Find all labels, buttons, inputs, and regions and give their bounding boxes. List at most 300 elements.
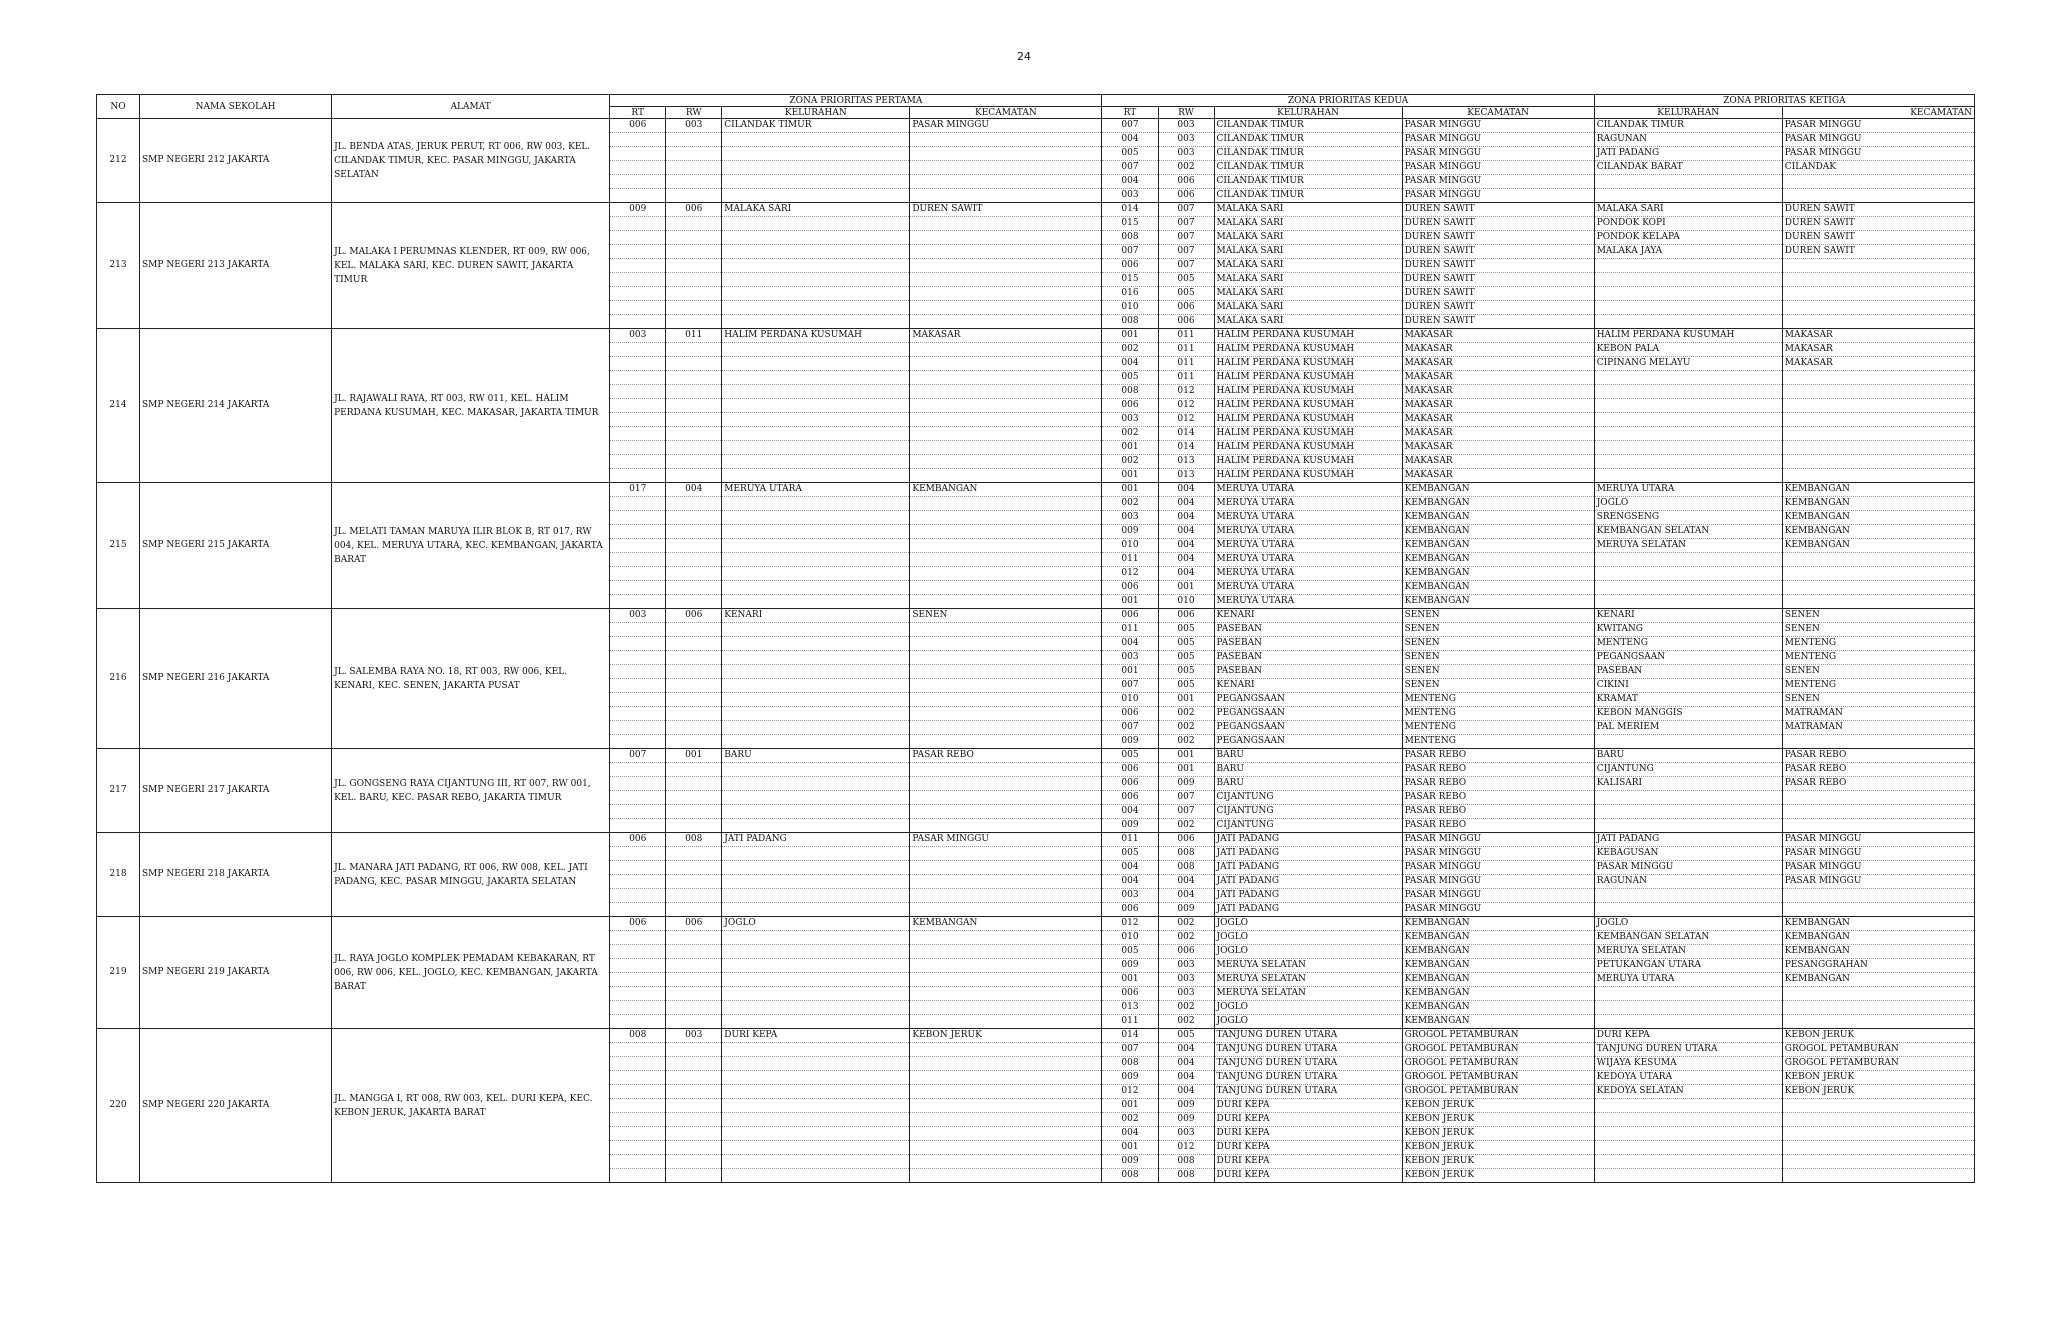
cell-kelurahan-1: MALAKA SARI — [722, 203, 910, 217]
cell-rt-2: 008 — [1102, 385, 1158, 399]
cell-kecamatan-3: PASAR REBO — [1782, 749, 1974, 763]
cell-kecamatan-3 — [1782, 805, 1974, 819]
cell-kelurahan-1 — [722, 987, 910, 1001]
cell-rt-1 — [610, 217, 666, 231]
cell-kelurahan-1 — [722, 777, 910, 791]
cell-kecamatan-3: DUREN SAWIT — [1782, 217, 1974, 231]
cell-kelurahan-2: HALIM PERDANA KUSUMAH — [1214, 469, 1402, 483]
cell-kelurahan-2: MERUYA SELATAN — [1214, 973, 1402, 987]
cell-kecamatan-2: MAKASAR — [1402, 455, 1594, 469]
cell-kelurahan-1: HALIM PERDANA KUSUMAH — [722, 329, 910, 343]
cell-kelurahan-3 — [1594, 385, 1782, 399]
cell-rw-2: 004 — [1158, 553, 1214, 567]
cell-kecamatan-3 — [1782, 469, 1974, 483]
cell-kelurahan-3: DURI KEPA — [1594, 1029, 1782, 1043]
cell-kecamatan-3: PASAR REBO — [1782, 763, 1974, 777]
cell-kecamatan-2: KEMBANGAN — [1402, 595, 1594, 609]
cell-kelurahan-3: MERUYA UTARA — [1594, 973, 1782, 987]
cell-kelurahan-3 — [1594, 567, 1782, 581]
school-name: SMP NEGERI 218 JAKARTA — [140, 833, 332, 917]
cell-kelurahan-1 — [722, 1057, 910, 1071]
cell-rw-1 — [666, 511, 722, 525]
cell-rt-2: 004 — [1102, 861, 1158, 875]
cell-kelurahan-3: JATI PADANG — [1594, 147, 1782, 161]
cell-rt-1: 003 — [610, 329, 666, 343]
header-zona-ketiga: ZONA PRIORITAS KETIGA — [1594, 95, 1974, 107]
cell-kecamatan-1 — [910, 581, 1102, 595]
cell-kelurahan-1 — [722, 1085, 910, 1099]
cell-kelurahan-1 — [722, 861, 910, 875]
cell-kecamatan-3 — [1782, 371, 1974, 385]
cell-rt-2: 001 — [1102, 595, 1158, 609]
cell-rw-1 — [666, 455, 722, 469]
header-kecamatan-2: KECAMATAN — [1402, 107, 1594, 119]
cell-kecamatan-1 — [910, 889, 1102, 903]
school-group — [97, 833, 1975, 917]
cell-rt-1 — [610, 301, 666, 315]
cell-kelurahan-1: JOGLO — [722, 917, 910, 931]
cell-rt-2: 009 — [1102, 525, 1158, 539]
cell-rw-2: 007 — [1158, 203, 1214, 217]
cell-rt-2: 001 — [1102, 1141, 1158, 1155]
cell-kelurahan-2: MERUYA UTARA — [1214, 525, 1402, 539]
cell-rw-2: 003 — [1158, 133, 1214, 147]
cell-kecamatan-2: MAKASAR — [1402, 385, 1594, 399]
cell-rw-1: 006 — [666, 917, 722, 931]
cell-kecamatan-3: KEMBANGAN — [1782, 539, 1974, 553]
cell-kecamatan-3 — [1782, 1015, 1974, 1029]
cell-rt-1 — [610, 427, 666, 441]
cell-kecamatan-1 — [910, 791, 1102, 805]
cell-kecamatan-3: DUREN SAWIT — [1782, 231, 1974, 245]
cell-kecamatan-1 — [910, 371, 1102, 385]
cell-kecamatan-1 — [910, 861, 1102, 875]
cell-kelurahan-2: DURI KEPA — [1214, 1169, 1402, 1183]
cell-rt-2: 003 — [1102, 511, 1158, 525]
cell-kecamatan-3: KEMBANGAN — [1782, 511, 1974, 525]
cell-rw-1: 008 — [666, 833, 722, 847]
cell-kelurahan-2: PEGANGSAAN — [1214, 735, 1402, 749]
cell-kelurahan-3: JOGLO — [1594, 497, 1782, 511]
cell-rt-1 — [610, 455, 666, 469]
cell-kecamatan-3 — [1782, 553, 1974, 567]
cell-rt-1 — [610, 595, 666, 609]
cell-kecamatan-2: KEMBANGAN — [1402, 987, 1594, 1001]
table-row — [97, 1029, 1975, 1043]
cell-kelurahan-2: HALIM PERDANA KUSUMAH — [1214, 441, 1402, 455]
cell-kecamatan-3 — [1782, 1127, 1974, 1141]
cell-kelurahan-2: BARU — [1214, 749, 1402, 763]
cell-rw-1 — [666, 399, 722, 413]
cell-rw-2: 013 — [1158, 455, 1214, 469]
table-row — [97, 203, 1975, 217]
cell-rt-2: 006 — [1102, 987, 1158, 1001]
cell-rw-1 — [666, 301, 722, 315]
cell-rw-1 — [666, 343, 722, 357]
cell-rt-1 — [610, 1141, 666, 1155]
cell-rw-2: 009 — [1158, 903, 1214, 917]
cell-rt-2: 004 — [1102, 637, 1158, 651]
cell-kecamatan-1: PASAR MINGGU — [910, 833, 1102, 847]
cell-rw-2: 002 — [1158, 1015, 1214, 1029]
cell-rt-1 — [610, 553, 666, 567]
cell-kecamatan-2: KEMBANGAN — [1402, 525, 1594, 539]
cell-kecamatan-1 — [910, 693, 1102, 707]
cell-rw-2: 001 — [1158, 763, 1214, 777]
cell-kecamatan-1 — [910, 385, 1102, 399]
cell-rt-2: 015 — [1102, 217, 1158, 231]
cell-kecamatan-1: KEBON JERUK — [910, 1029, 1102, 1043]
cell-kecamatan-3: PASAR REBO — [1782, 777, 1974, 791]
cell-rt-1 — [610, 413, 666, 427]
cell-kelurahan-2: DURI KEPA — [1214, 1127, 1402, 1141]
cell-kelurahan-3: PASEBAN — [1594, 665, 1782, 679]
cell-rt-1 — [610, 805, 666, 819]
cell-rw-2: 006 — [1158, 301, 1214, 315]
cell-kelurahan-2: MERUYA UTARA — [1214, 595, 1402, 609]
cell-kelurahan-1 — [722, 805, 910, 819]
cell-rw-1 — [666, 189, 722, 203]
cell-kecamatan-3 — [1782, 273, 1974, 287]
cell-rt-1 — [610, 343, 666, 357]
header-zona-kedua: ZONA PRIORITAS KEDUA — [1102, 95, 1594, 107]
cell-rw-2: 005 — [1158, 287, 1214, 301]
cell-rw-1 — [666, 791, 722, 805]
cell-kelurahan-3 — [1594, 735, 1782, 749]
cell-rw-1 — [666, 805, 722, 819]
cell-rw-2: 004 — [1158, 567, 1214, 581]
cell-kelurahan-1 — [722, 287, 910, 301]
cell-kelurahan-3: KWITANG — [1594, 623, 1782, 637]
cell-kecamatan-3: KEMBANGAN — [1782, 497, 1974, 511]
cell-rt-1 — [610, 1001, 666, 1015]
cell-kelurahan-3: MERUYA UTARA — [1594, 483, 1782, 497]
cell-rw-2: 004 — [1158, 889, 1214, 903]
table-row — [97, 609, 1975, 623]
cell-rw-1 — [666, 553, 722, 567]
cell-kecamatan-3 — [1782, 399, 1974, 413]
cell-kecamatan-3: DUREN SAWIT — [1782, 203, 1974, 217]
school-name: SMP NEGERI 219 JAKARTA — [140, 917, 332, 1029]
cell-rt-1 — [610, 665, 666, 679]
cell-rw-1 — [666, 1099, 722, 1113]
cell-rw-2: 014 — [1158, 427, 1214, 441]
cell-rt-2: 006 — [1102, 609, 1158, 623]
cell-kecamatan-2: PASAR MINGGU — [1402, 161, 1594, 175]
cell-kelurahan-3: KEMBANGAN SELATAN — [1594, 931, 1782, 945]
cell-rw-2: 005 — [1158, 637, 1214, 651]
cell-rw-2: 008 — [1158, 847, 1214, 861]
cell-kelurahan-1 — [722, 721, 910, 735]
cell-rw-1 — [666, 945, 722, 959]
cell-kelurahan-3: PONDOK KOPI — [1594, 217, 1782, 231]
cell-kecamatan-1 — [910, 441, 1102, 455]
cell-rw-1: 003 — [666, 119, 722, 133]
cell-rw-2: 004 — [1158, 539, 1214, 553]
cell-kecamatan-1: DUREN SAWIT — [910, 203, 1102, 217]
school-address: JL. SALEMBA RAYA NO. 18, RT 003, RW 006, KEL. KENARI, KEC. SENEN, JAKARTA PUSAT — [332, 609, 610, 749]
cell-kelurahan-3 — [1594, 1127, 1782, 1141]
cell-rw-1 — [666, 231, 722, 245]
cell-rt-2: 001 — [1102, 469, 1158, 483]
cell-kecamatan-2: GROGOL PETAMBURAN — [1402, 1057, 1594, 1071]
cell-kecamatan-2: SENEN — [1402, 637, 1594, 651]
cell-kecamatan-2: KEBON JERUK — [1402, 1099, 1594, 1113]
cell-kelurahan-1 — [722, 539, 910, 553]
cell-rt-2: 007 — [1102, 245, 1158, 259]
cell-kelurahan-2: PEGANGSAAN — [1214, 721, 1402, 735]
cell-kelurahan-3: JOGLO — [1594, 917, 1782, 931]
school-name: SMP NEGERI 214 JAKARTA — [140, 329, 332, 483]
cell-kecamatan-2: KEMBANGAN — [1402, 553, 1594, 567]
cell-kelurahan-1 — [722, 847, 910, 861]
cell-kecamatan-2: MAKASAR — [1402, 329, 1594, 343]
cell-rw-2: 005 — [1158, 273, 1214, 287]
cell-kelurahan-2: MALAKA SARI — [1214, 301, 1402, 315]
cell-rt-1 — [610, 1099, 666, 1113]
cell-rw-2: 012 — [1158, 385, 1214, 399]
cell-kecamatan-2: MAKASAR — [1402, 357, 1594, 371]
cell-kecamatan-1: SENEN — [910, 609, 1102, 623]
cell-kecamatan-1 — [910, 287, 1102, 301]
cell-kecamatan-1 — [910, 721, 1102, 735]
cell-kecamatan-2: DUREN SAWIT — [1402, 203, 1594, 217]
cell-rw-2: 009 — [1158, 1099, 1214, 1113]
cell-kecamatan-3 — [1782, 903, 1974, 917]
cell-rw-2: 003 — [1158, 959, 1214, 973]
school-group — [97, 483, 1975, 609]
cell-kelurahan-2: MERUYA UTARA — [1214, 567, 1402, 581]
cell-kecamatan-3: PASAR MINGGU — [1782, 147, 1974, 161]
cell-kecamatan-1 — [910, 315, 1102, 329]
cell-kelurahan-2: HALIM PERDANA KUSUMAH — [1214, 357, 1402, 371]
cell-kecamatan-1 — [910, 1113, 1102, 1127]
cell-kelurahan-2: MERUYA UTARA — [1214, 539, 1402, 553]
cell-kelurahan-2: MALAKA SARI — [1214, 259, 1402, 273]
cell-rt-2: 010 — [1102, 931, 1158, 945]
cell-kecamatan-1 — [910, 1141, 1102, 1155]
cell-kecamatan-2: KEBON JERUK — [1402, 1155, 1594, 1169]
cell-rt-2: 006 — [1102, 903, 1158, 917]
cell-kecamatan-3 — [1782, 889, 1974, 903]
cell-kecamatan-3: GROGOL PETAMBURAN — [1782, 1043, 1974, 1057]
cell-kelurahan-1 — [722, 1127, 910, 1141]
cell-rt-1 — [610, 945, 666, 959]
school-group — [97, 203, 1975, 329]
cell-rw-1 — [666, 525, 722, 539]
cell-kelurahan-1 — [722, 301, 910, 315]
cell-rw-1 — [666, 1113, 722, 1127]
cell-kelurahan-2: MALAKA SARI — [1214, 245, 1402, 259]
cell-kelurahan-1 — [722, 1141, 910, 1155]
cell-kecamatan-2: PASAR MINGGU — [1402, 847, 1594, 861]
cell-rt-1: 008 — [610, 1029, 666, 1043]
cell-kecamatan-1 — [910, 1099, 1102, 1113]
cell-kelurahan-1 — [722, 175, 910, 189]
cell-kelurahan-2: TANJUNG DUREN UTARA — [1214, 1029, 1402, 1043]
cell-rw-1 — [666, 1043, 722, 1057]
cell-rt-1 — [610, 791, 666, 805]
cell-kelurahan-1 — [722, 735, 910, 749]
cell-kelurahan-2: MALAKA SARI — [1214, 287, 1402, 301]
zona-table — [96, 94, 1975, 1183]
cell-kecamatan-1 — [910, 553, 1102, 567]
cell-kelurahan-1 — [722, 637, 910, 651]
cell-kecamatan-2: DUREN SAWIT — [1402, 315, 1594, 329]
cell-rt-1 — [610, 973, 666, 987]
cell-kelurahan-1 — [722, 763, 910, 777]
cell-rw-2: 007 — [1158, 791, 1214, 805]
cell-kecamatan-2: MAKASAR — [1402, 441, 1594, 455]
cell-rt-1: 006 — [610, 833, 666, 847]
cell-kelurahan-2: DURI KEPA — [1214, 1099, 1402, 1113]
cell-rt-1 — [610, 259, 666, 273]
cell-kecamatan-1 — [910, 189, 1102, 203]
cell-rw-1 — [666, 217, 722, 231]
cell-kecamatan-3 — [1782, 1141, 1974, 1155]
header-no: NO — [97, 95, 140, 119]
cell-rt-1 — [610, 385, 666, 399]
cell-rt-1 — [610, 777, 666, 791]
cell-kelurahan-3 — [1594, 189, 1782, 203]
cell-rw-1 — [666, 133, 722, 147]
cell-rt-2: 006 — [1102, 791, 1158, 805]
cell-rw-1 — [666, 1001, 722, 1015]
cell-kelurahan-2: JOGLO — [1214, 945, 1402, 959]
cell-kecamatan-1 — [910, 819, 1102, 833]
cell-kecamatan-3: MAKASAR — [1782, 357, 1974, 371]
cell-rw-1 — [666, 1071, 722, 1085]
cell-kelurahan-3: BARU — [1594, 749, 1782, 763]
cell-kecamatan-2: KEBON JERUK — [1402, 1141, 1594, 1155]
cell-rt-1 — [610, 637, 666, 651]
school-name: SMP NEGERI 212 JAKARTA — [140, 119, 332, 203]
school-address: JL. GONGSENG RAYA CIJANTUNG III, RT 007, RW 001, KEL. BARU, KEC. PASAR REBO, JAKARTA TIMUR — [332, 749, 610, 833]
cell-rw-1 — [666, 175, 722, 189]
cell-rt-2: 003 — [1102, 651, 1158, 665]
cell-rt-2: 006 — [1102, 581, 1158, 595]
cell-kecamatan-1 — [910, 427, 1102, 441]
cell-rt-2: 001 — [1102, 665, 1158, 679]
cell-kecamatan-2: MENTENG — [1402, 707, 1594, 721]
cell-kelurahan-2: HALIM PERDANA KUSUMAH — [1214, 385, 1402, 399]
cell-rw-1 — [666, 1085, 722, 1099]
cell-rw-2: 009 — [1158, 1113, 1214, 1127]
table-row — [97, 917, 1975, 931]
cell-rw-1 — [666, 315, 722, 329]
cell-kelurahan-2: CIJANTUNG — [1214, 805, 1402, 819]
cell-rt-2: 011 — [1102, 833, 1158, 847]
cell-rt-2: 011 — [1102, 623, 1158, 637]
cell-kelurahan-2: PASEBAN — [1214, 623, 1402, 637]
cell-kecamatan-2: KEMBANGAN — [1402, 931, 1594, 945]
cell-rw-2: 004 — [1158, 511, 1214, 525]
cell-rt-2: 007 — [1102, 1043, 1158, 1057]
table-row — [97, 749, 1975, 763]
cell-rt-2: 010 — [1102, 539, 1158, 553]
cell-rt-1 — [610, 623, 666, 637]
cell-rw-1 — [666, 1057, 722, 1071]
cell-rt-1 — [610, 903, 666, 917]
cell-kelurahan-2: BARU — [1214, 777, 1402, 791]
cell-rw-1 — [666, 469, 722, 483]
cell-kelurahan-1 — [722, 875, 910, 889]
cell-kecamatan-2: PASAR REBO — [1402, 805, 1594, 819]
header-zona-pertama: ZONA PRIORITAS PERTAMA — [610, 95, 1102, 107]
cell-rt-2: 006 — [1102, 707, 1158, 721]
cell-kelurahan-2: KENARI — [1214, 679, 1402, 693]
cell-kecamatan-3 — [1782, 175, 1974, 189]
cell-rt-2: 008 — [1102, 1169, 1158, 1183]
cell-rw-2: 002 — [1158, 721, 1214, 735]
page-number: 24 — [1017, 50, 1031, 63]
cell-kecamatan-3 — [1782, 735, 1974, 749]
cell-kecamatan-3: MAKASAR — [1782, 329, 1974, 343]
header-kecamatan-1: KECAMATAN — [910, 107, 1102, 119]
cell-kecamatan-1 — [910, 973, 1102, 987]
cell-kecamatan-2: PASAR MINGGU — [1402, 833, 1594, 847]
cell-kecamatan-2: PASAR REBO — [1402, 777, 1594, 791]
school-address: JL. MALAKA I PERUMNAS KLENDER, RT 009, RW 006, KEL. MALAKA SARI, KEC. DUREN SAWIT, JAKARTA TIMUR — [332, 203, 610, 329]
cell-rw-2: 003 — [1158, 973, 1214, 987]
cell-kelurahan-3 — [1594, 1169, 1782, 1183]
cell-rt-1 — [610, 861, 666, 875]
cell-kelurahan-2: HALIM PERDANA KUSUMAH — [1214, 343, 1402, 357]
cell-kelurahan-1 — [722, 1043, 910, 1057]
cell-kelurahan-1 — [722, 973, 910, 987]
header-rw-2: RW — [1158, 107, 1214, 119]
cell-rt-2: 010 — [1102, 301, 1158, 315]
cell-kelurahan-3: KEMBANGAN SELATAN — [1594, 525, 1782, 539]
cell-kecamatan-1 — [910, 497, 1102, 511]
cell-rw-1 — [666, 665, 722, 679]
cell-rt-1 — [610, 539, 666, 553]
cell-rw-2: 001 — [1158, 581, 1214, 595]
cell-kecamatan-2: SENEN — [1402, 609, 1594, 623]
cell-kecamatan-2: MAKASAR — [1402, 399, 1594, 413]
cell-rw-2: 002 — [1158, 931, 1214, 945]
cell-rw-2: 011 — [1158, 329, 1214, 343]
cell-kecamatan-1 — [910, 567, 1102, 581]
cell-kelurahan-1 — [722, 567, 910, 581]
cell-rt-1 — [610, 189, 666, 203]
cell-kecamatan-1 — [910, 651, 1102, 665]
cell-kecamatan-1 — [910, 133, 1102, 147]
cell-rt-2: 004 — [1102, 805, 1158, 819]
cell-rw-2: 007 — [1158, 231, 1214, 245]
cell-kelurahan-2: PEGANGSAAN — [1214, 693, 1402, 707]
cell-kelurahan-2: JATI PADANG — [1214, 847, 1402, 861]
cell-kelurahan-3 — [1594, 987, 1782, 1001]
cell-kecamatan-3: KEMBANGAN — [1782, 525, 1974, 539]
cell-rt-2: 002 — [1102, 343, 1158, 357]
cell-rw-2: 003 — [1158, 119, 1214, 133]
cell-rt-2: 015 — [1102, 273, 1158, 287]
cell-kecamatan-3: MATRAMAN — [1782, 707, 1974, 721]
cell-rt-2: 009 — [1102, 959, 1158, 973]
cell-kecamatan-3: PASAR MINGGU — [1782, 833, 1974, 847]
cell-kelurahan-3: SRENGSENG — [1594, 511, 1782, 525]
school-name: SMP NEGERI 220 JAKARTA — [140, 1029, 332, 1183]
cell-kelurahan-1 — [722, 147, 910, 161]
cell-kelurahan-1 — [722, 595, 910, 609]
cell-kecamatan-1 — [910, 1057, 1102, 1071]
cell-rt-2: 004 — [1102, 1127, 1158, 1141]
cell-kelurahan-1 — [722, 231, 910, 245]
cell-kecamatan-3 — [1782, 567, 1974, 581]
cell-kelurahan-2: JATI PADANG — [1214, 889, 1402, 903]
cell-kelurahan-1 — [722, 1113, 910, 1127]
